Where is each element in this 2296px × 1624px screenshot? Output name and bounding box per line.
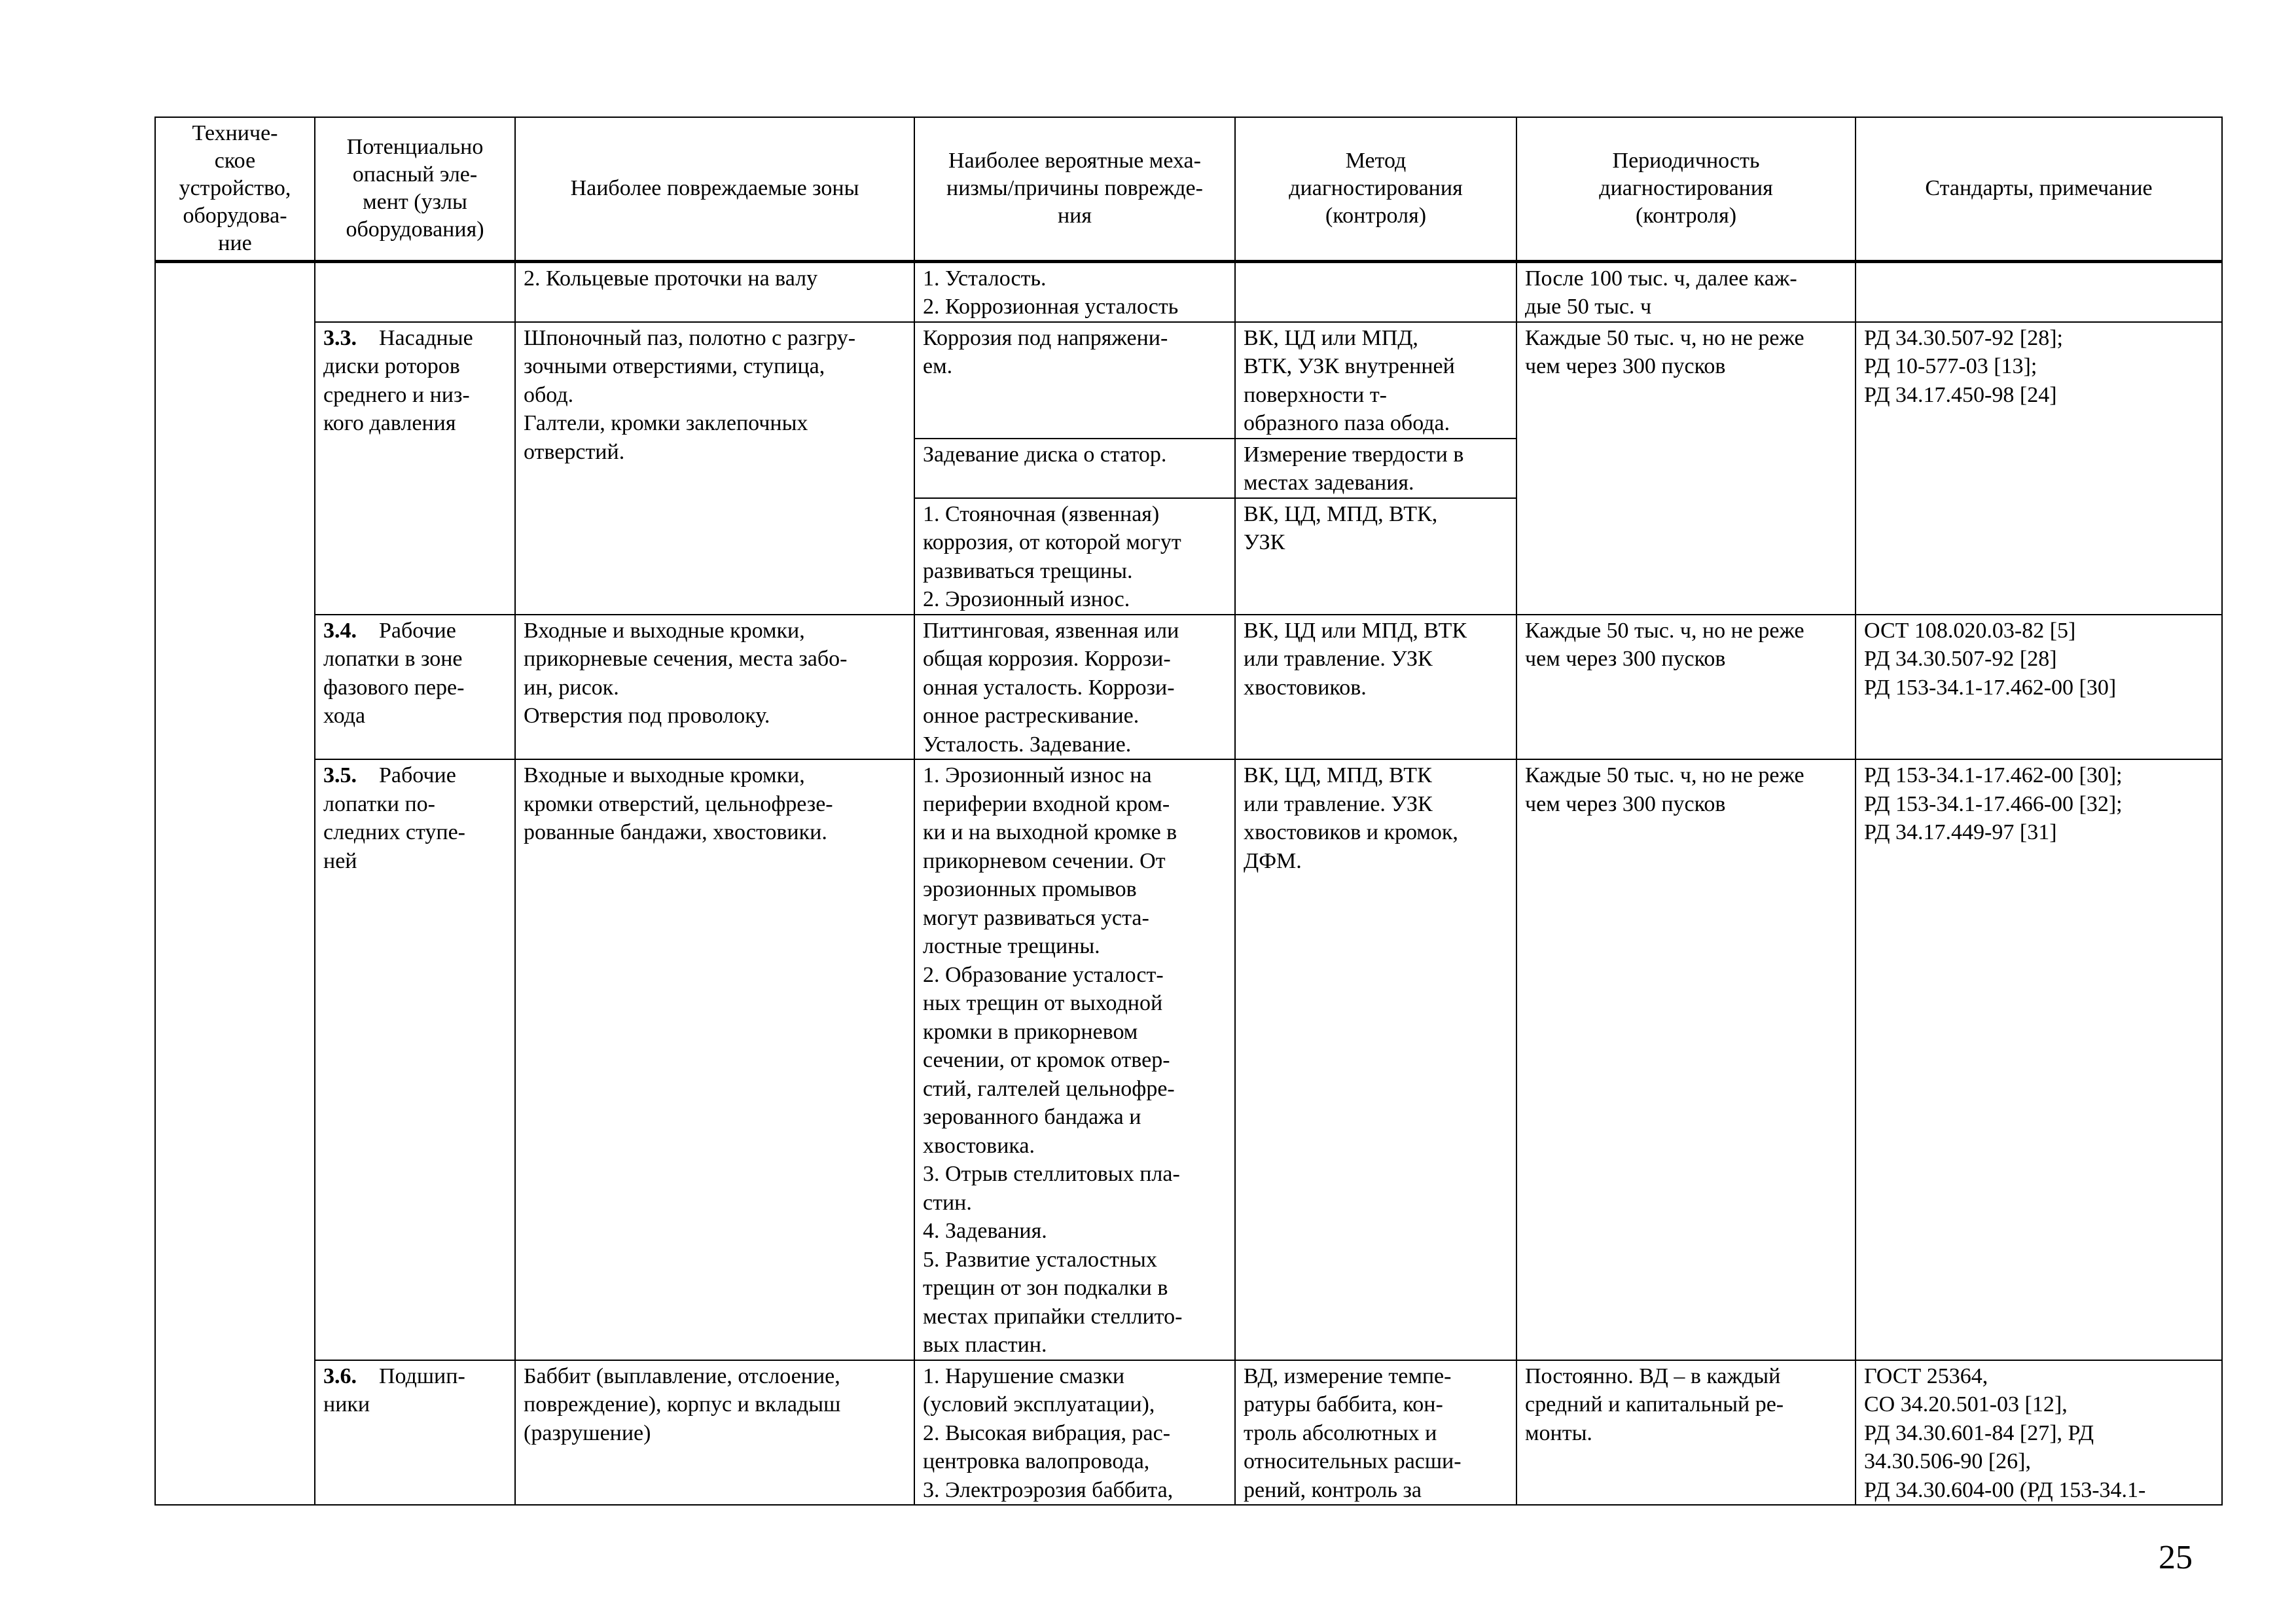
text-line: После 100 тыс. ч, далее каж- — [1525, 266, 1797, 291]
text-line: ГОСТ 25364, — [1864, 1363, 1988, 1388]
text-line: низмы/причины поврежде- — [946, 176, 1203, 201]
mechanisms-cell — [914, 1360, 1235, 1506]
element-name-line: диски роторов — [323, 354, 460, 378]
text-line: мент (узлы — [363, 190, 467, 215]
table-row — [155, 1360, 2222, 1506]
text-line: ем. — [923, 354, 953, 378]
text-line: Усталость. Задевание. — [923, 732, 1132, 757]
method-cell — [1235, 498, 1516, 615]
text-line: поверхности т- — [1244, 382, 1388, 407]
text-line: Потенциально — [346, 135, 484, 160]
text-line: РД 34.30.507-92 [28]; — [1864, 325, 2063, 350]
text-line: 1. Усталость. — [923, 266, 1047, 291]
mechanisms-cell — [914, 439, 1235, 498]
header-equipment — [155, 117, 315, 261]
page-number: 25 — [2159, 1539, 2193, 1576]
periodicity-cell — [1516, 261, 1856, 322]
header-standards — [1856, 117, 2222, 261]
text-line: РД 34.30.507-92 [28] — [1864, 647, 2057, 671]
text-line: 2. Коррозионная усталость — [923, 295, 1179, 319]
text-line: Стандарты, примечание — [1925, 176, 2153, 201]
text-line: хвостовика. — [923, 1133, 1035, 1158]
element-name-line: ней — [323, 848, 357, 873]
element-cell — [315, 261, 515, 322]
text-line: опасный эле- — [352, 162, 478, 187]
text-line: 2. Эрозионный износ. — [923, 587, 1130, 611]
text-line: зерованного бандажа и — [923, 1105, 1141, 1129]
element-name-line: ники — [323, 1392, 370, 1416]
text-line: РД 34.17.449-97 [31] — [1864, 820, 2057, 844]
periodicity-cell — [1516, 615, 1856, 760]
text-line: Входные и выходные кромки, — [524, 618, 805, 643]
element-cell — [315, 1360, 515, 1506]
text-line: ки и на выходной кромке в — [923, 820, 1177, 844]
text-line: рений, контроль за — [1244, 1477, 1422, 1502]
standards-cell — [1856, 615, 2222, 760]
text-line: Задевание диска о статор. — [923, 442, 1167, 467]
text-line: ВТК, УЗК внутренней — [1244, 354, 1455, 378]
text-line: средний и капитальный ре- — [1525, 1392, 1784, 1416]
method-cell — [1235, 759, 1516, 1360]
text-line: диагностирования — [1289, 176, 1463, 201]
diagnostics-table — [154, 117, 2223, 1506]
text-line: ных трещин от выходной — [923, 991, 1163, 1015]
text-line: чем через 300 пусков — [1525, 791, 1726, 816]
text-line: Шпоночный паз, полотно с разгру- — [524, 325, 856, 350]
text-line: стин. — [923, 1190, 972, 1215]
text-line: (контроля) — [1635, 204, 1737, 228]
text-line: сечении, от кромок отвер- — [923, 1048, 1170, 1072]
method-cell — [1235, 439, 1516, 498]
text-line: повреждение), корпус и вкладыш — [524, 1392, 841, 1416]
text-line: (разрушение) — [524, 1420, 651, 1445]
text-line: (условий эксплуатации), — [923, 1392, 1155, 1416]
periodicity-cell — [1516, 1360, 1856, 1506]
text-line: 2. Кольцевые проточки на валу — [524, 266, 818, 291]
text-line: 2. Высокая вибрация, рас- — [923, 1420, 1171, 1445]
text-line: отверстий. — [524, 439, 625, 464]
text-line: общая коррозия. Коррози- — [923, 647, 1171, 671]
text-line: стий, галтелей цельнофре- — [923, 1076, 1175, 1101]
element-number: 3.6. — [323, 1363, 357, 1388]
text-line: местах припайки стеллито- — [923, 1304, 1183, 1329]
equipment-cell — [155, 261, 315, 1505]
element-name-line: среднего и низ- — [323, 382, 470, 407]
mechanisms-cell — [914, 498, 1235, 615]
text-line: ВК, ЦД, МПД, ВТК, — [1244, 501, 1438, 526]
text-line: Постоянно. ВД – в каждый — [1525, 1363, 1781, 1388]
text-line: развиваться трещины. — [923, 558, 1133, 583]
table-row — [155, 261, 2222, 322]
text-line: Техниче- — [192, 121, 278, 146]
text-line: ВД, измерение темпе- — [1244, 1363, 1452, 1388]
text-line: 2. Образование усталост- — [923, 962, 1164, 987]
element-name-line: лопатки по- — [323, 791, 435, 816]
table-row — [155, 615, 2222, 760]
text-line: 1. Эрозионный износ на — [923, 763, 1152, 787]
standards-cell — [1856, 1360, 2222, 1506]
header-method — [1235, 117, 1516, 261]
text-line: трещин от зон подкалки в — [923, 1276, 1168, 1300]
standards-cell — [1856, 759, 2222, 1360]
text-line: хвостовиков. — [1244, 675, 1367, 700]
text-line: прикорневые сечения, места забо- — [524, 647, 848, 671]
zones-cell — [515, 261, 914, 322]
text-line: или травление. УЗК — [1244, 647, 1433, 671]
text-line: устройство, — [179, 176, 291, 201]
mechanisms-cell — [914, 759, 1235, 1360]
header-row — [155, 117, 2222, 261]
element-name: Насадные — [379, 325, 473, 350]
text-line: 5. Развитие усталостных — [923, 1247, 1157, 1272]
text-line: 3. Электроэрозия баббита, — [923, 1477, 1174, 1502]
text-line: эрозионных промывов — [923, 877, 1137, 901]
text-line: ОСТ 108.020.03-82 [5] — [1864, 618, 2076, 643]
table-row — [155, 759, 2222, 1360]
text-line: периферии входной кром- — [923, 791, 1170, 816]
mechanisms-cell — [914, 615, 1235, 760]
element-cell — [315, 322, 515, 615]
text-line: хвостовиков и кромок, — [1244, 820, 1458, 844]
text-line: дые 50 тыс. ч — [1525, 295, 1652, 319]
element-name: Рабочие — [379, 763, 456, 787]
text-line: кромки отверстий, цельнофрезе- — [524, 791, 833, 816]
text-line: РД 34.30.601-84 [27], РД — [1864, 1420, 2094, 1445]
text-line: Каждые 50 тыс. ч, но не реже — [1525, 763, 1804, 787]
text-line: прикорневом сечении. От — [923, 848, 1166, 873]
table-row — [155, 322, 2222, 439]
element-name: Рабочие — [379, 618, 456, 643]
text-line: Питтинговая, язвенная или — [923, 618, 1179, 643]
text-line: онная усталость. Коррози- — [923, 675, 1175, 700]
text-line: или травление. УЗК — [1244, 791, 1433, 816]
element-name-line: хода — [323, 704, 366, 728]
text-line: оборудования) — [346, 217, 484, 242]
text-line: ВК, ЦД или МПД, ВТК — [1244, 618, 1467, 643]
standards-cell — [1856, 261, 2222, 322]
text-line: образного паза обода. — [1244, 411, 1450, 435]
text-line: онное растрескивание. — [923, 704, 1139, 728]
text-line: обод. — [524, 382, 574, 407]
text-line: ское — [214, 149, 256, 173]
text-line: могут развиваться уста- — [923, 905, 1149, 930]
text-line: рованные бандажи, хвостовики. — [524, 820, 827, 844]
periodicity-cell — [1516, 759, 1856, 1360]
text-line: вых пластин. — [923, 1333, 1047, 1357]
method-cell — [1235, 1360, 1516, 1506]
zones-cell — [515, 759, 914, 1360]
text-line: 1. Нарушение смазки — [923, 1363, 1125, 1388]
text-line: Наиболее вероятные меха- — [948, 149, 1201, 173]
text-line: РД 10-577-03 [13]; — [1864, 354, 2037, 378]
text-line: Наиболее повреждаемые зоны — [570, 176, 859, 201]
text-line: 1. Стояночная (язвенная) — [923, 501, 1160, 526]
header-element — [315, 117, 515, 261]
element-number: 3.5. — [323, 763, 357, 787]
text-line: коррозия, от которой могут — [923, 530, 1181, 554]
text-line: Отверстия под проволоку. — [524, 704, 770, 728]
method-cell — [1235, 615, 1516, 760]
text-line: ВК, ЦД или МПД, — [1244, 325, 1418, 350]
element-number: 3.4. — [323, 618, 357, 643]
text-line: чем через 300 пусков — [1525, 354, 1726, 378]
text-line: Каждые 50 тыс. ч, но не реже — [1525, 325, 1804, 350]
text-line: Галтели, кромки заклепочных — [524, 411, 808, 435]
text-line: Баббит (выплавление, отслоение, — [524, 1363, 840, 1388]
text-line: ния — [1057, 204, 1092, 228]
zones-cell — [515, 1360, 914, 1506]
element-name-line: лопатки в зоне — [323, 647, 463, 671]
text-line: относительных расши- — [1244, 1449, 1462, 1473]
text-line: РД 34.30.604-00 (РД 153-34.1- — [1864, 1477, 2146, 1502]
text-line: троль абсолютных и — [1244, 1420, 1437, 1445]
zones-cell — [515, 615, 914, 760]
text-line: Метод — [1345, 149, 1407, 173]
text-line: Каждые 50 тыс. ч, но не реже — [1525, 618, 1804, 643]
method-cell — [1235, 322, 1516, 439]
text-line: чем через 300 пусков — [1525, 647, 1726, 671]
text-line: ДФМ. — [1244, 848, 1302, 873]
text-line: Коррозия под напряжени- — [923, 325, 1168, 350]
element-name-line: следних ступе- — [323, 820, 465, 844]
element-number: 3.3. — [323, 325, 357, 350]
text-line: лостные трещины. — [923, 934, 1100, 958]
text-line: 3. Отрыв стеллитовых пла- — [923, 1162, 1180, 1186]
text-line: ние — [218, 231, 252, 256]
text-line: РД 153-34.1-17.462-00 [30] — [1864, 675, 2117, 700]
text-line: УЗК — [1244, 530, 1285, 554]
text-line: Периодичность — [1612, 149, 1760, 173]
header-zones — [515, 117, 914, 261]
element-cell — [315, 759, 515, 1360]
element-name: Подшип- — [379, 1363, 465, 1388]
header-mechanisms — [914, 117, 1235, 261]
text-line: оборудова- — [183, 204, 287, 228]
text-line: центровка валопровода, — [923, 1449, 1150, 1473]
zones-cell — [515, 322, 914, 615]
periodicity-cell — [1516, 322, 1856, 615]
text-line: 4. Задевания. — [923, 1219, 1047, 1243]
text-line: ВК, ЦД, МПД, ВТК — [1244, 763, 1432, 787]
text-line: РД 153-34.1-17.462-00 [30]; — [1864, 763, 2123, 787]
text-line: Измерение твердости в — [1244, 442, 1464, 467]
text-line: монты. — [1525, 1420, 1592, 1445]
text-line: РД 34.17.450-98 [24] — [1864, 382, 2057, 407]
header-periodicity — [1516, 117, 1856, 261]
text-line: местах задевания. — [1244, 471, 1414, 495]
element-name-line: фазового пере- — [323, 675, 465, 700]
text-line: (контроля) — [1325, 204, 1427, 228]
mechanisms-cell — [914, 322, 1235, 439]
text-line: Входные и выходные кромки, — [524, 763, 805, 787]
text-line: 34.30.506-90 [26], — [1864, 1449, 2031, 1473]
text-line: кромки в прикорневом — [923, 1019, 1138, 1044]
text-line: зочными отверстиями, ступица, — [524, 354, 825, 378]
text-line: ин, рисок. — [524, 675, 619, 700]
text-line: ратуры баббита, кон- — [1244, 1392, 1443, 1416]
text-line: РД 153-34.1-17.466-00 [32]; — [1864, 791, 2123, 816]
standards-cell — [1856, 322, 2222, 615]
element-name-line: кого давления — [323, 411, 456, 435]
mechanisms-cell — [914, 261, 1235, 322]
text-line: СО 34.20.501-03 [12], — [1864, 1392, 2068, 1416]
text-line: диагностирования — [1599, 176, 1773, 201]
method-cell — [1235, 261, 1516, 322]
element-cell — [315, 615, 515, 760]
